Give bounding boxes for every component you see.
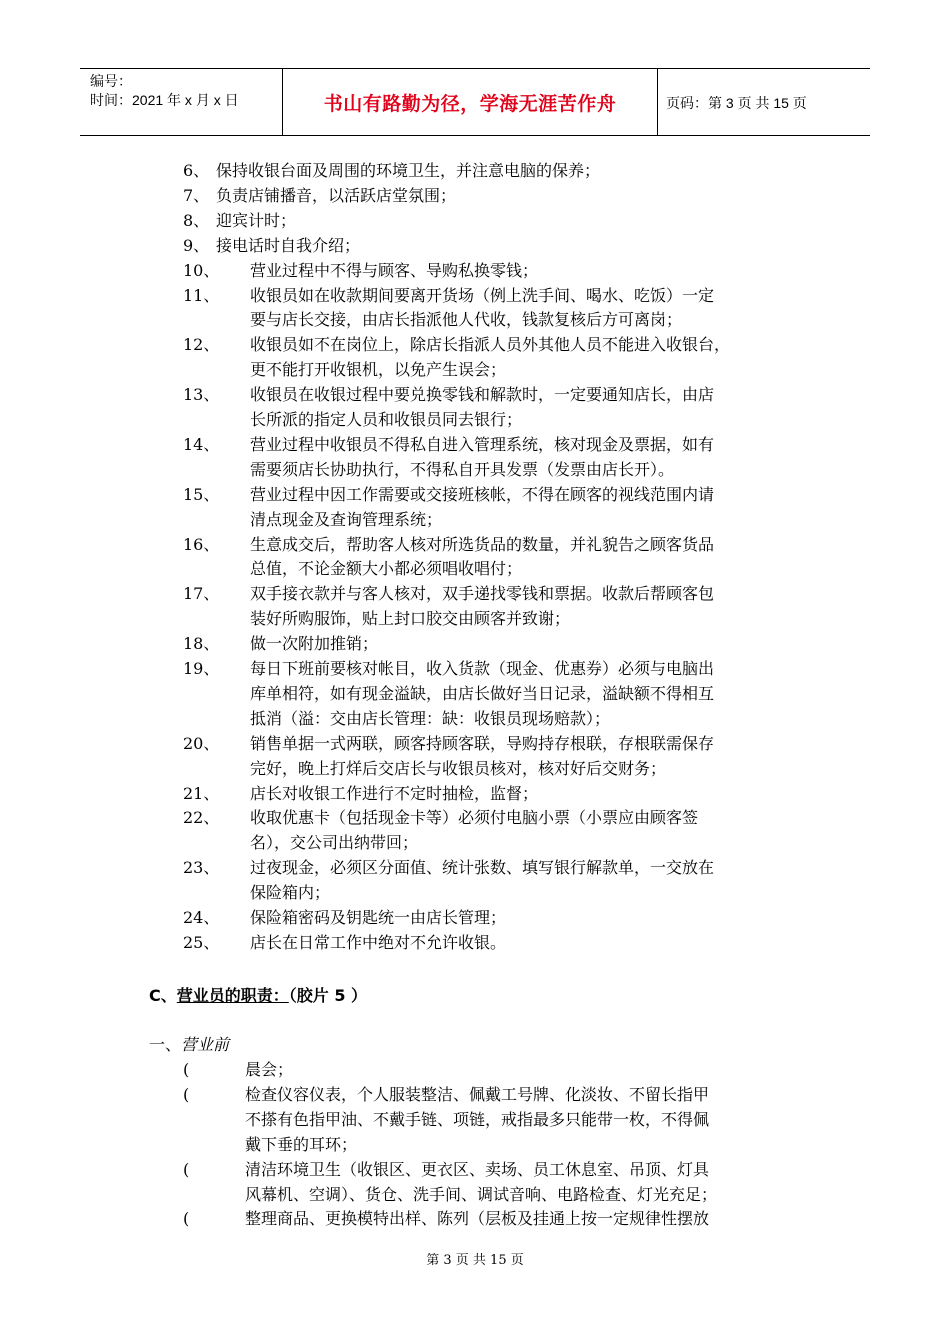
list-item-line: [0, 332, 950, 357]
pre-item-marker: (: [183, 1159, 190, 1179]
pre-item-text: 整理商品、更换模特出样、陈列（层板及挂通上按一定规律性摆放: [245, 1209, 710, 1229]
pre-item-text: 不搽有色指甲油、不戴手链、项链，戒指最多只能带一枚，不得佩: [245, 1109, 710, 1129]
list-item-line: [0, 432, 950, 457]
list-item-line: [0, 507, 950, 532]
list-item-text: 负责店铺播音，以活跃店堂氛围；: [216, 185, 457, 205]
list-item-number: 6、: [183, 161, 210, 180]
pre-item-line: [0, 1057, 950, 1082]
list-item-line: [0, 930, 950, 955]
list-item-line: [0, 606, 950, 631]
list-item-line: [0, 307, 950, 332]
list-item-text: 迎宾计时；: [216, 210, 297, 230]
list-item-line: [0, 258, 950, 283]
list-item-line: [0, 556, 950, 581]
header-motto-cell: [283, 69, 658, 135]
list-item-number: 15、: [183, 484, 220, 504]
list-item-text: 清点现金及查询管理系统；: [250, 509, 443, 529]
list-item-line: [0, 681, 950, 706]
pre-item-text: 戴下垂的耳环；: [245, 1134, 358, 1154]
pre-item-line: [0, 1132, 950, 1157]
list-item-text: 双手接衣款并与客人核对，双手递找零钱和票据。收款后帮顾客包: [250, 584, 715, 604]
list-item-line: [0, 656, 950, 681]
list-item-line: [0, 407, 950, 432]
list-item-number: 21、: [183, 783, 220, 803]
pre-item-marker: (: [183, 1060, 190, 1079]
header-meta: [80, 69, 283, 135]
subsection-heading: [149, 1032, 229, 1055]
list-item-line: [0, 781, 950, 806]
list-item-text: 营业过程中因工作需要或交接班核帐，不得在顾客的视线范围内请: [250, 484, 715, 504]
list-item-text: 店长在日常工作中绝对不允许收银。: [250, 932, 507, 952]
subsection-prefix: 一、: [149, 1035, 182, 1054]
list-item-number: 11、: [183, 285, 220, 305]
list-item-text: 接电话时自我介绍；: [216, 235, 361, 255]
list-item-text: 库单相符，如有现金溢缺，由店长做好当日记录，溢缺额不得相互: [250, 683, 715, 703]
list-item-text: 需要须店长协助执行，不得私自开具发票（发票由店长开）。: [250, 459, 675, 479]
section-c-title: 营业员的职责：: [176, 986, 289, 1005]
pre-item-line: [0, 1157, 950, 1182]
list-item-line: [0, 382, 950, 407]
list-item-text: 保险箱内；: [250, 883, 331, 903]
list-item-text: 保险箱密码及钥匙统一由店长管理；: [250, 908, 507, 927]
list-item-text: 过夜现金，必须区分面值、统计张数、填写银行解款单，一交放在: [250, 858, 715, 878]
list-item-line: [0, 283, 950, 308]
list-item-line: [0, 482, 950, 507]
page-footer: 第 3 页 共 15 页: [426, 1253, 524, 1268]
list-item-number: 22、: [183, 808, 220, 828]
list-item-line: [0, 357, 950, 382]
list-item-line: [0, 532, 950, 557]
list-item-line: [0, 581, 950, 606]
list-item-text: 销售单据一式两联，顾客持顾客联，导购持存根联，存根联需保存: [250, 733, 715, 753]
list-item-text: 收银员在收银过程中要兑换零钱和解款时，一定要通知店长，由店: [250, 385, 715, 405]
motto: 书山有路勤为径，学海无涯苦作舟: [323, 93, 617, 115]
list-item-number: 8、: [183, 210, 210, 230]
list-item-number: 12、: [183, 335, 220, 355]
list-item-text: 装好所购服饰，贴上封口胶交由顾客并致谢；: [250, 609, 571, 629]
header-page-cell: [658, 69, 870, 135]
pre-item-marker: (: [183, 1084, 190, 1104]
list-item-line: [0, 706, 950, 731]
list-item-number: 24、: [183, 908, 220, 927]
date-label: 时间：2021 年 x 月 x 日: [90, 92, 239, 108]
section-c-suffix: （胶片 5 ）: [288, 986, 368, 1005]
pre-item-text: 清洁环境卫生（收银区、更衣区、卖场、员工休息室、吊顶、灯具: [245, 1159, 710, 1179]
list-item-number: 18、: [183, 634, 220, 654]
list-item-number: 9、: [183, 235, 210, 255]
list-item-text: 每日下班前要核对帐目，收入货款（现金、优惠券）必须与电脑出: [250, 659, 715, 678]
pre-item-line: [0, 1107, 950, 1132]
list-item-text: 做一次附加推销；: [250, 634, 379, 654]
list-item-number: 19、: [183, 659, 220, 678]
list-item-number: 14、: [183, 434, 220, 454]
list-item-line: [0, 183, 950, 208]
list-item-number: 16、: [183, 534, 220, 554]
list-item-line: [0, 731, 950, 756]
list-item-text: 完好，晚上打烊后交店长与收银员核对，核对好后交财务；: [250, 758, 667, 778]
list-item-number: 17、: [183, 584, 220, 604]
section-c-heading: [149, 983, 367, 1006]
list-item-line: [0, 233, 950, 258]
list-item-line: [0, 631, 950, 656]
list-item-number: 7、: [183, 185, 210, 205]
code-label: 编号：: [90, 73, 132, 89]
list-item-number: 20、: [183, 733, 220, 753]
list-item-line: [0, 905, 950, 930]
pre-item-line: [0, 1082, 950, 1107]
list-item-text: 收银员如在收款期间要离开货场（例上洗手间、喝水、吃饭）一定: [250, 285, 715, 305]
list-item-text: 总值，不论金额大小都必须唱收唱付；: [250, 559, 523, 579]
list-item-text: 保持收银台面及周围的环境卫生，并注意电脑的保养；: [216, 161, 601, 180]
list-item-number: 25、: [183, 932, 220, 952]
pre-item-marker: (: [183, 1209, 190, 1229]
pre-item-line: [0, 1206, 950, 1231]
list-item-line: [0, 457, 950, 482]
list-item-text: 生意成交后，帮助客人核对所选货品的数量，并礼貌告之顾客货品: [250, 534, 715, 554]
list-item-text: 店长对收银工作进行不定时抽检，监督；: [250, 783, 539, 803]
page-header: [80, 68, 870, 136]
pre-item-text: 晨会；: [245, 1060, 294, 1079]
list-item-line: [0, 756, 950, 781]
list-item-text: 收银员如不在岗位上，除店长指派人员外其他人员不能进入收银台，: [250, 335, 731, 355]
list-item-text: 更不能打开收银机，以免产生误会；: [250, 360, 507, 380]
page-info: 页码：第 3 页 共 15 页: [666, 95, 807, 111]
pre-item-line: [0, 1182, 950, 1207]
list-item-line: [0, 880, 950, 905]
pre-item-text: 检查仪容仪表，个人服装整洁、佩戴工号牌、化淡妆、不留长指甲: [245, 1084, 710, 1104]
list-item-text: 营业过程中收银员不得私自进入管理系统，核对现金及票据，如有: [250, 434, 715, 454]
list-item-line: [0, 158, 950, 183]
list-item-line: [0, 855, 950, 880]
list-item-text: 名），交公司出纳带回；: [250, 833, 419, 853]
subsection-title: 营业前: [181, 1035, 230, 1054]
list-item-line: [0, 830, 950, 855]
list-item-text: 抵消（溢：交由店长管理：缺：收银员现场赔款）；: [250, 708, 611, 728]
list-item-number: 10、: [183, 260, 220, 280]
list-item-line: [0, 208, 950, 233]
list-item-text: 营业过程中不得与顾客、导购私换零钱；: [250, 260, 539, 280]
list-item-text: 要与店长交接，由店长指派他人代收，钱款复核后方可离岗；: [250, 310, 683, 330]
list-item-text: 长所派的指定人员和收银员同去银行；: [250, 410, 523, 429]
list-item-text: 收取优惠卡（包括现金卡等）必须付电脑小票（小票应由顾客签: [250, 808, 699, 828]
list-item-number: 23、: [183, 858, 220, 878]
list-item-line: [0, 805, 950, 830]
pre-item-text: 风幕机、空调）、货仓、洗手间、调试音响、电路检查、灯光充足；: [245, 1184, 718, 1204]
section-c-prefix: C、: [149, 986, 177, 1005]
list-item-number: 13、: [183, 385, 220, 405]
